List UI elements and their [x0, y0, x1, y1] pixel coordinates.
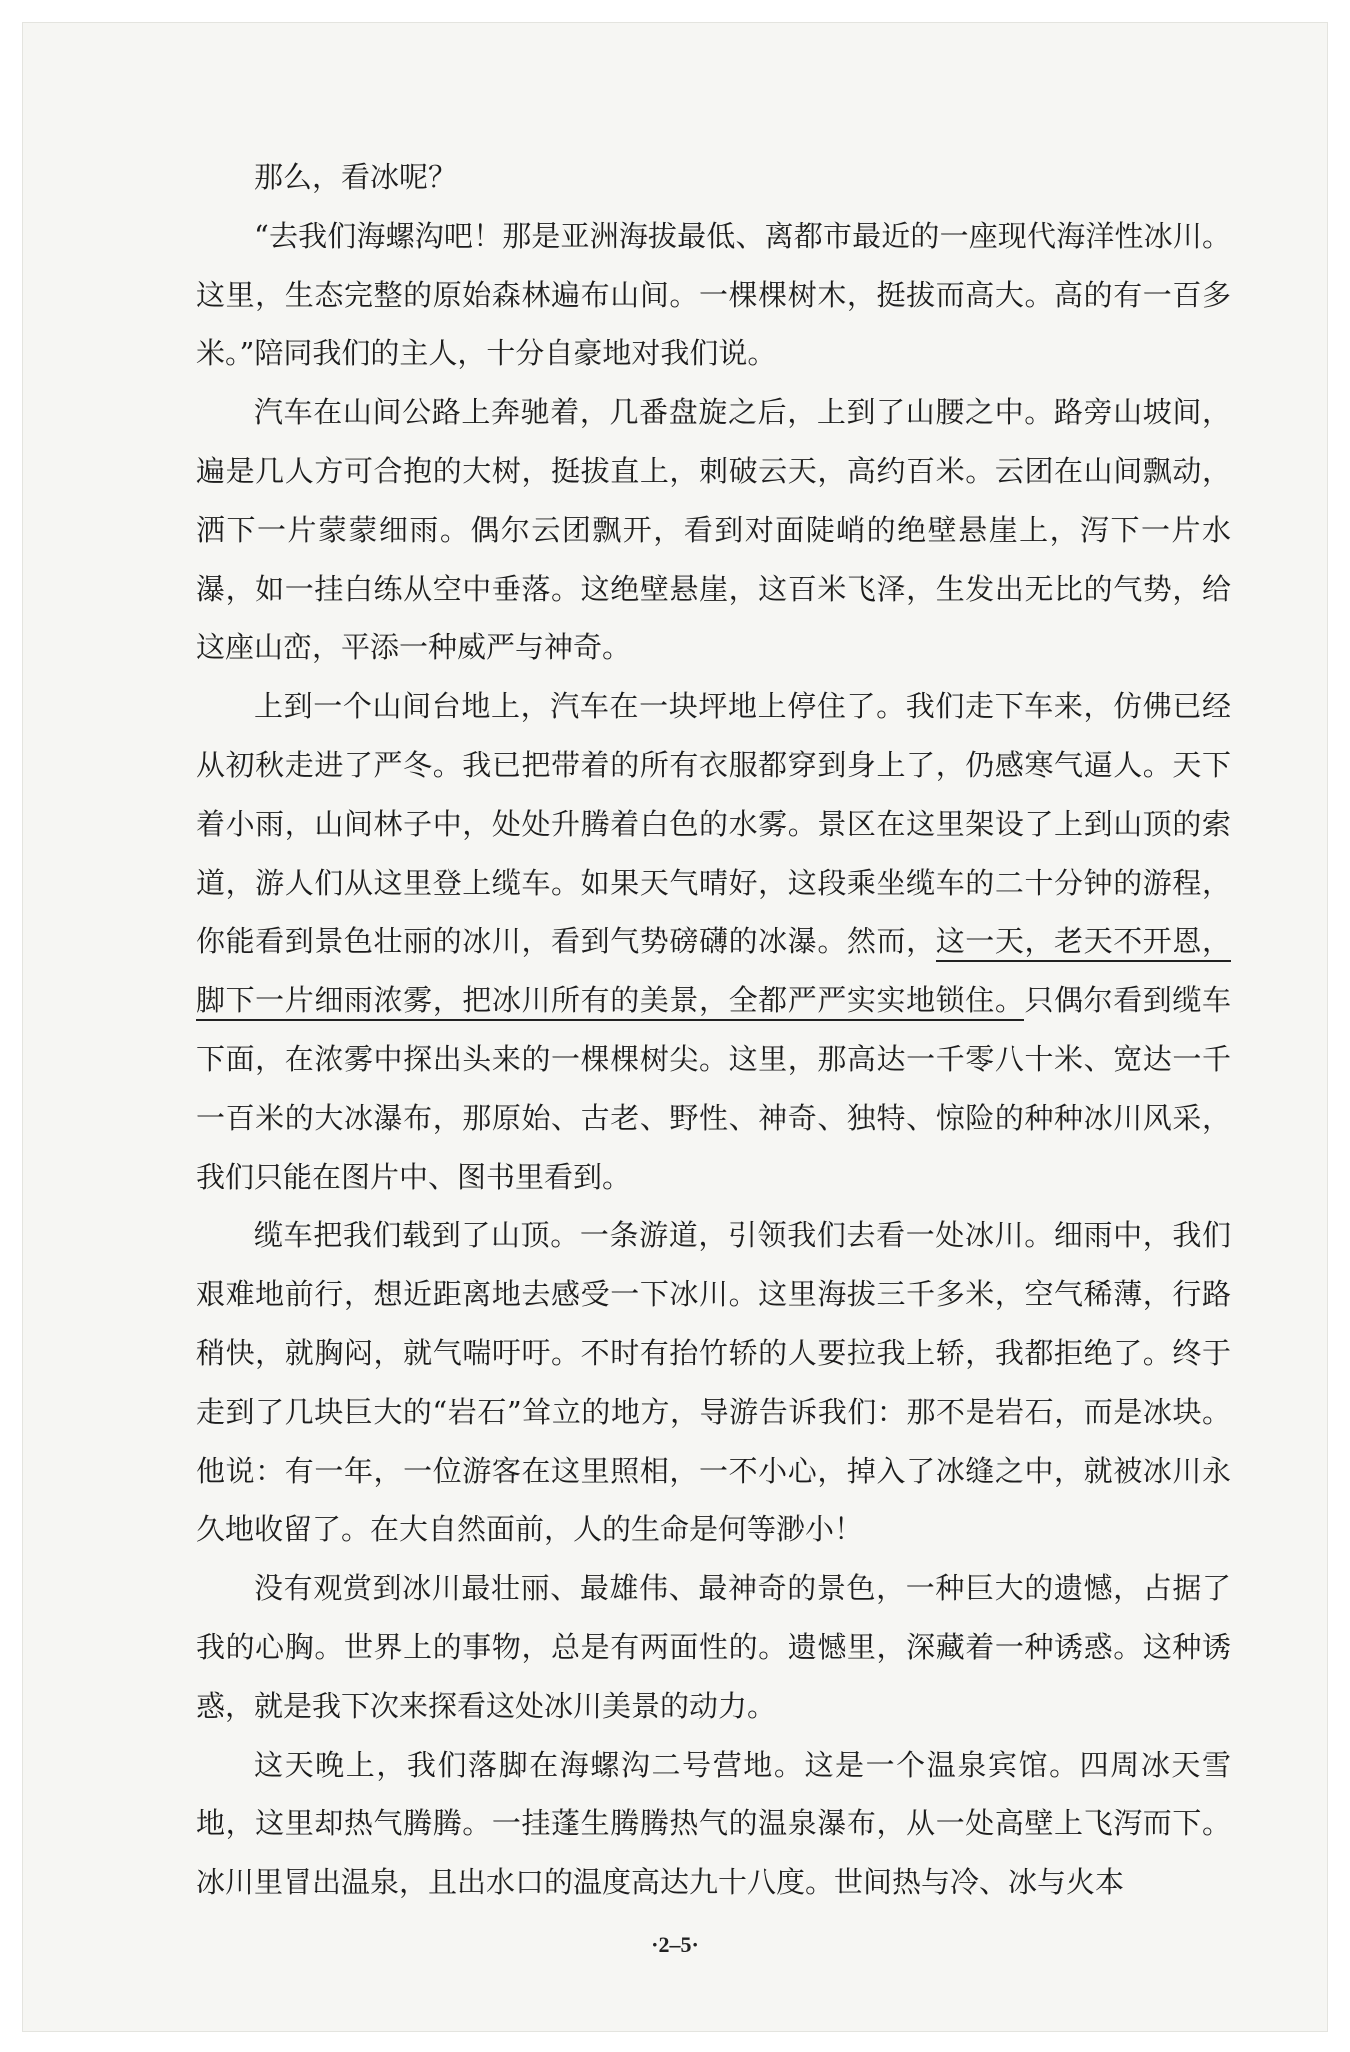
paragraph-3: 汽车在山间公路上奔驰着，几番盘旋之后，上到了山腰之中。路旁山坡间，遍是几人方可合抱的大树，挺拔直上，刺破云天，高约百米。云团在山间飘动，洒下一片蒙蒙细雨。偶尔云团飘开，看到对面陡峭的绝壁悬崖上，泻下一片水瀑，如一挂白练从空中垂落。这绝壁悬崖，这百米飞泽，生发出无比的气势，给这座山峦，平添一种威严与神奇。: [196, 395, 1231, 665]
page-number: ·2–5·: [651, 1932, 699, 1957]
paragraph-4-after: 只偶尔看到缆车下面，在浓雾中探出头来的一棵棵树尖。这里，那高达一千零八十米、宽达一千一百米的大冰瀑布，那原始、古老、野性、神奇、独特、惊险的种种冰川风采，我们只能在图片中、图书里看到。: [196, 983, 1231, 1194]
paragraph-5: 缆车把我们载到了山顶。一条游道，引领我们去看一处冰川。细雨中，我们艰难地前行，想近距离地去感受一下冰川。这里海拔三千多米，空气稀薄，行路稍快，就胸闷，就气喘吁吁。不时有抬竹轿的人要拉我上轿，我都拒绝了。终于走到了几块巨大的“岩石”耸立的地方，导游告诉我们：那不是岩石，而是冰块。他说：有一年，一位游客在这里照相，一不小心，掉入了冰缝之中，就被冰川永久地收留了。在大自然面前，人的生命是何等渺小！: [196, 1218, 1231, 1547]
document-body: [196, 148, 1231, 1912]
underlined-sentence: 这一天，老天不开恩，脚下一片细雨浓雾，把冰川所有的美景，全都严严实实地锁住。: [196, 924, 1231, 1021]
paragraph-1: 那么，看冰呢？: [254, 160, 458, 194]
paragraph-6: 没有观赏到冰川最壮丽、最雄伟、最神奇的景色，一种巨大的遗憾，占据了我的心胸。世界上的事物，总是有两面性的。遗憾里，深藏着一种诱惑。这种诱惑，就是我下次来探看这处冰川美景的动力。: [196, 1571, 1231, 1723]
paragraph-4: [196, 677, 1231, 1206]
paragraph-4-before: 上到一个山间台地上，汽车在一块坪地上停住了。我们走下车来，仿佛已经从初秋走进了严冬。我已把带着的所有衣服都穿到身上了，仍感寒气逼人。天下着小雨，山间林子中，处处升腾着白色的水雾。景区在这里架设了上到山顶的索道，游人们从这里登上缆车。如果天气晴好，这段乘坐缆车的二十分钟的游程，你能看到景色壮丽的冰川，看到气势磅礴的冰瀑。然而，: [196, 689, 1231, 959]
paragraph-2: “去我们海螺沟吧！那是亚洲海拔最低、离都市最近的一座现代海洋性冰川。这里，生态完整的原始森林遍布山间。一棵棵树木，挺拔而高大。高的有一百多米。”陪同我们的主人，十分自豪地对我们说。: [196, 218, 1231, 371]
paragraph-7: 这天晚上，我们落脚在海螺沟二号营地。这是一个温泉宾馆。四周冰天雪地，这里却热气腾腾。一挂蓬生腾腾热气的温泉瀑布，从一处高壁上飞泻而下。冰川里冒出温泉，且出水口的温度高达九十八度。世间热与冷、冰与火本: [196, 1747, 1231, 1900]
